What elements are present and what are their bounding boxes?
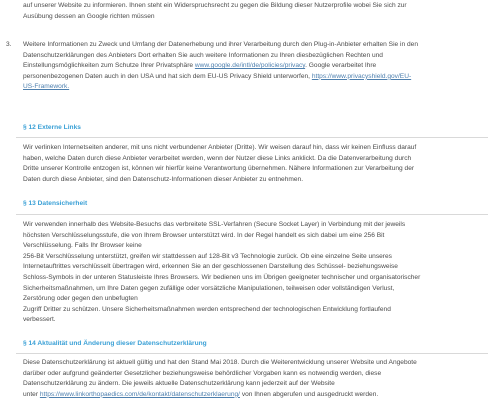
item3-text: Einstellungsmöglichkeiten zum Schutze Ihrer Privatsphäre (23, 62, 194, 70)
intro-paragraph (23, 1, 407, 22)
divider (16, 353, 488, 354)
item3-line: Datenschutzerklärungen des Anbieters Dort erhalten Sie auch weitere Informationen zu Ihren diesbezüglichen Rechten und (23, 51, 383, 59)
s14-text: unter (23, 390, 39, 398)
item3-line: Weitere Informationen zu Zweck und Umfang der Datenerhebung und ihrer Verarbeitung durch den Plug-in-Anbieter erhalten Sie in den (23, 41, 419, 48)
s14-line: Datenschutzerklärung zu ändern. Die jeweils aktuelle Datenschutzerklärung kann jederzeit auf der Website (23, 380, 335, 388)
section-heading-policy-updates: § 14 Aktualität und Änderung dieser Datenschutzerklärung (23, 340, 207, 347)
item3-line (23, 82, 418, 93)
intro-line: auf unserer Website zu informieren. Ihnen steht ein Widerspruchsrecht zu gegen die Bildung dieser Nutzerprofile wobei Sie sich zur (23, 2, 407, 9)
list-number: 3. (6, 41, 12, 48)
s13-line: Zerstörung oder gegen den unbefugten (23, 295, 138, 303)
s14-paragraph (23, 358, 417, 400)
s13-line: Wir verwenden innerhalb des Website-Besuchs das verbreitete SSL-Verfahren (Secure Socket Layer) in Verbindung mit der jeweils (23, 221, 406, 228)
s12-paragraph (23, 143, 416, 185)
item3-text: . Google verarbeitet Ihre (305, 62, 377, 70)
s13-paragraph (23, 220, 420, 326)
s12-line: Wir verlinken Internetseiten anderer, mit uns nicht verbundener Anbieter (Dritte). Wir weisen darauf hin, dass wir keinen Einfluss darauf (23, 144, 417, 151)
s13-line: Internetauftrittes verschlüsselt übertragen wird, erkennen Sie an der geschlossenen Darstellung des Schüssel- beziehungsweise (23, 263, 398, 271)
s14-line: darüber oder aufgrund geänderter Gesetzlicher beziehungsweise behördlicher Vorgaben kann es notwendig werden, diese (23, 369, 382, 377)
s14-text: von Ihnen abgerufen und ausgedruckt werden. (241, 390, 379, 398)
s13-line: 256-Bit Verschlüsselung unterstützt, greifen wir stattdessen auf 128-Bit v3 Technologie zurück. Ob eine einzelne Seite unseres (23, 252, 392, 260)
item3-line (23, 72, 418, 83)
s14-line: Diese Datenschutzerklärung ist aktuell gültig und hat den Stand Mai 2018. Durch die Weiterentwicklung unserer Website und Angebote (23, 359, 417, 366)
item3-text: personenbezogenen Daten auch in den USA und hat sich dem EU-US Privacy Shield unterworfen, (23, 72, 310, 80)
divider (16, 137, 488, 138)
s12-line: Daten durch diese Anbieter, sind den Datenschutz-Informationen dieser Anbieter zu entnehmen. (23, 175, 304, 183)
intro-line: Ausübung dessen an Google richten müssen (23, 12, 155, 20)
privacy-shield-link[interactable]: https://www.privacyshield.gov/EU- (311, 72, 412, 80)
privacy-policy-url-link[interactable]: https://www.linkorthopaedics.com/de/kontakt/datenschutzerklaerung/ (39, 390, 240, 398)
s13-line: Zugriff Dritter zu schützen. Unsere Sicherheitsmaßnahmen werden entsprechend der technologischen Entwicklung fortlaufend (23, 305, 391, 313)
s13-line: höchsten Verschlüsselungsstufe, die von Ihrem Browser unterstützt wird. In der Regel handelt es sich dabei um eine 256 Bit (23, 231, 385, 239)
google-privacy-link[interactable]: www.google.de/intl/de/policies/privacy (194, 62, 306, 70)
s13-line: Verschlüsselung. Falls Ihr Browser keine (23, 242, 142, 250)
item3-paragraph (23, 40, 418, 93)
s12-line: haben, welche Daten durch diese Anbieter verarbeitet werden, wenn der Nutzer diese Links anklickt. Da die Datenverarbeitung durch (23, 154, 412, 162)
s14-line (23, 390, 417, 401)
section-heading-data-security: § 13 Datensicherheit (23, 200, 88, 207)
s13-line: verbessert. (23, 316, 56, 324)
privacy-shield-link-cont[interactable]: US-Framework. (23, 83, 70, 91)
s13-line: Schloss-Symbols in der unteren Statusleiste Ihres Browsers. Wir bedienen uns im Übrigen geeigneter technischer und organisatorischer (23, 273, 421, 281)
item3-line (23, 61, 418, 72)
s12-line: Dritte unserer Kontrolle entzogen ist, können wir hierfür keine Verantwortung übernehmen. Nähere Informationen zur Verarbeitung der (23, 165, 415, 173)
s13-line: Sicherheitsmaßnahmen, um Ihre Daten gegen zufällige oder vorsätzliche Manipulationen, teilweisen oder vollständigen Verlust, (23, 284, 395, 292)
section-heading-external-links: § 12 Externe Links (23, 124, 81, 131)
divider (16, 214, 488, 215)
